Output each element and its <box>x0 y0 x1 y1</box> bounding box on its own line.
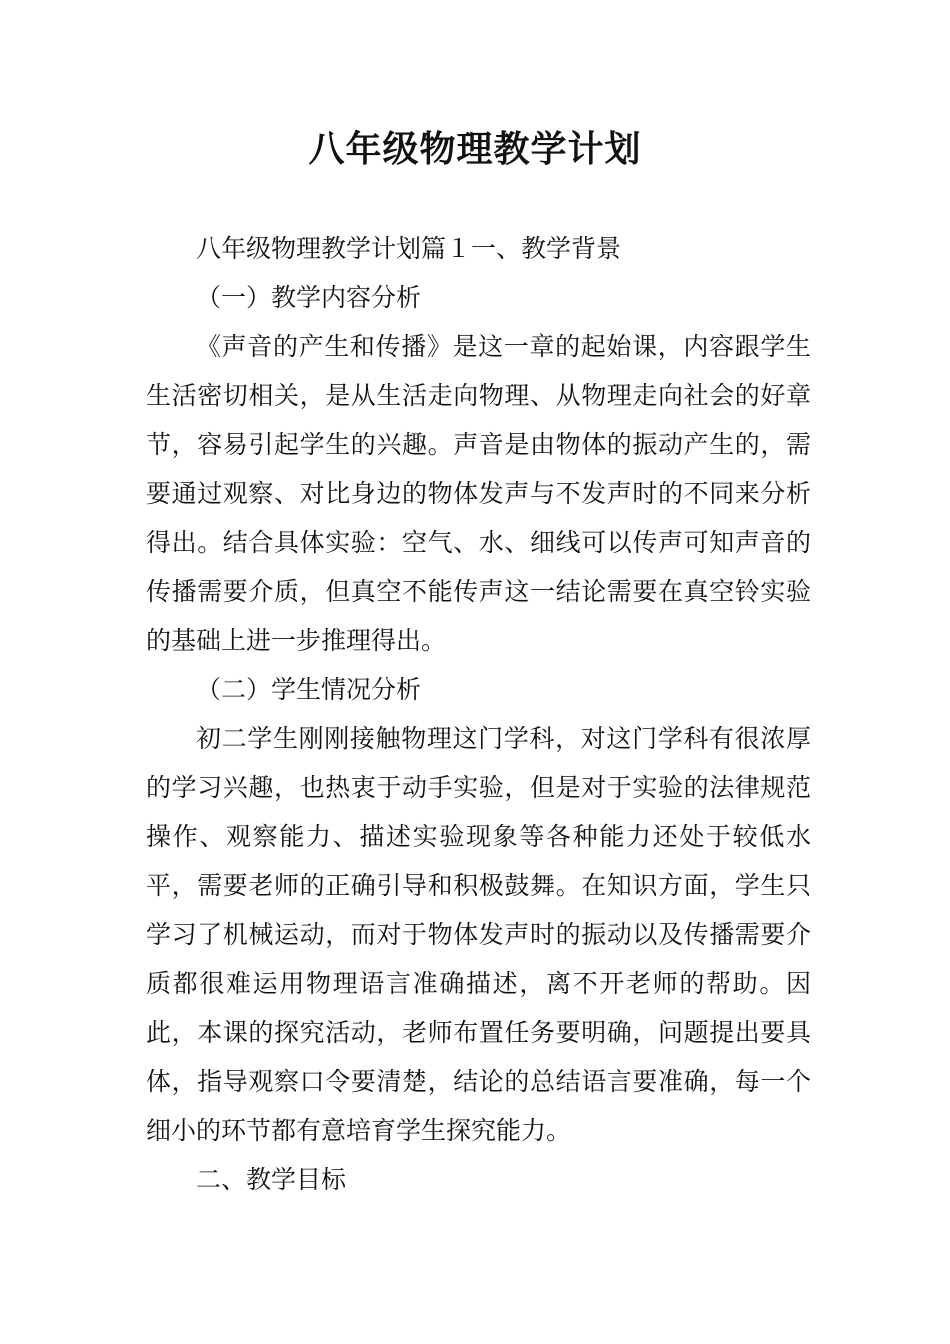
section-heading-content-analysis: （一）教学内容分析 <box>196 283 422 312</box>
section-heading-student-analysis: （二）学生情况分析 <box>196 675 422 704</box>
document-body <box>146 224 811 1204</box>
section-heading-teaching-goals: 二、教学目标 <box>196 1165 347 1194</box>
paragraph-heading: 八年级物理教学计划篇１一、教学背景 <box>196 234 622 263</box>
paragraph-content-analysis: 《声音的产生和传播》是这一章的起始课，内容跟学生生活密切相关，是从生活走向物理、从物理走向社会的好章节，容易引起学生的兴趣。声音是由物体的振动产生的，需要通过观察、对比身边的物体发声与不发声时的不同来分析得出。结合具体实验：空气、水、细线可以传声可知声音的传播需要介质，但真空不能传声这一结论需要在真空铃实验的基础上进一步推理得出。 <box>146 332 811 655</box>
paragraph-student-analysis: 初二学生刚刚接触物理这门学科，对这门学科有很浓厚的学习兴趣，也热衷于动手实验，但是对于实验的法律规范操作、观察能力、描述实验现象等各种能力还处于较低水平，需要老师的正确引导和积极鼓舞。在知识方面，学生只学习了机械运动，而对于物体发声时的振动以及传播需要介质都很难运用物理语言准确描述，离不开老师的帮助。因此，本课的探究活动，老师布置任务要明确，问题提出要具体，指导观察口令要清楚，结论的总结语言要准确，每一个细小的环节都有意培育学生探究能力。 <box>146 724 811 1145</box>
document-title: 八年级物理教学计划 <box>308 129 642 170</box>
